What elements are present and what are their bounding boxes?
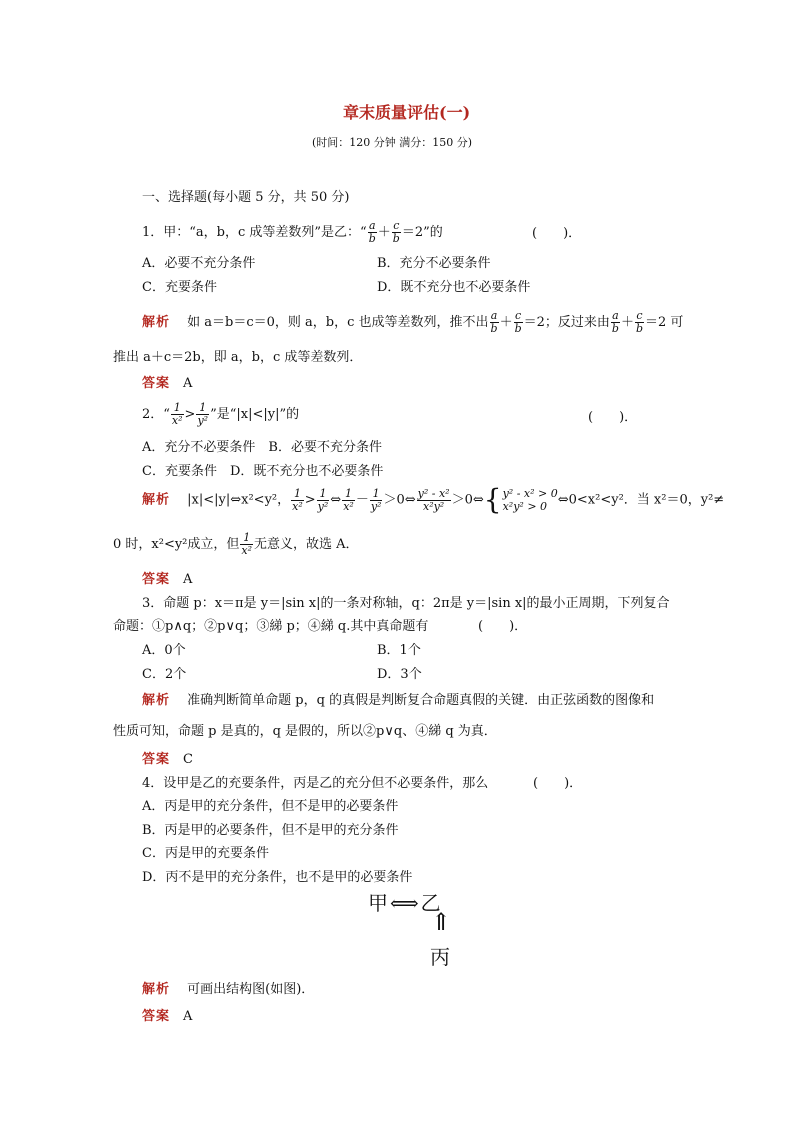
q2-analysis-text-c: ＞0⇔ [383, 492, 416, 508]
q3-analysis-line1: 准确判断简单命题 p，q 的真假是判断复合命题真假的关键．由正弦函数的图像和 [187, 693, 655, 708]
q2-frac-1-x2: $\frac{1}{\text{x²}}$ [171, 401, 183, 427]
diagram-node-jia: 甲 [368, 891, 388, 915]
q1-answer [142, 372, 192, 391]
q2-system-line2: x²y² > 0 [502, 500, 548, 513]
q4-option-c: C．丙是甲的充要条件 [142, 846, 269, 861]
q4-option-a: A．丙是甲的充分条件，但不是甲的必要条件 [142, 799, 399, 814]
q3-option-c: C．2个 [142, 667, 187, 682]
q2-analysis-frac-1: $\frac{1}{\text{x²}}$ [292, 486, 303, 513]
q2-answer-value: A [183, 572, 193, 587]
q1-option-b: B．充分不必要条件 [377, 256, 491, 271]
page-subtitle: (时间：120 分钟 满分：150 分) [312, 136, 473, 149]
q1-analysis-frac-2: $\frac{c}{b}$ [514, 309, 522, 335]
q4-option-d: D．丙不是甲的充分条件，也不是甲的必要条件 [142, 870, 413, 885]
q1-analysis-frac-3: $\frac{a}{b}$ [611, 309, 619, 335]
q3-option-a: A．0个 [142, 643, 186, 658]
q1-analysis-label: 解析 [142, 315, 171, 330]
q1-analysis-frac-1: $\frac{a}{b}$ [490, 309, 498, 335]
q3-answer [142, 748, 193, 767]
q1-analysis-text-a: 如 a＝b＝c＝0，则 a，b，c 也成等差数列，推不出 [187, 315, 489, 330]
q4-blank: ( )． [533, 776, 583, 791]
q2-blank: ( )． [588, 410, 638, 425]
q4-option-b: B．丙是甲的必要条件，但不是甲的充分条件 [142, 823, 399, 838]
q2-analysis-line2-b: 无意义，故选 A． [254, 537, 359, 552]
q2-stem-text-a: 2．“ [142, 407, 170, 422]
q3-answer-label: 答案 [142, 752, 171, 767]
q1-analysis-frac-4: $\frac{c}{b}$ [635, 309, 644, 335]
q3-analysis [142, 689, 654, 708]
q2-stem: 2．“ $\frac{1}{\text{x²}}$ > $\frac{1}{\text{y²}}$ ”是“|x|<|y|”的 [142, 401, 300, 427]
q2-analysis-frac-3: $\frac{1}{\text{x²}}$ [343, 486, 354, 513]
q4-answer-label: 答案 [142, 1009, 171, 1024]
q1-analysis-text-c: ＝2 可 [645, 315, 684, 330]
q2-analysis-text-a: |x|<|y|⇔x²<y²， [187, 492, 291, 508]
q1-frac-a-b: $\frac{a}{b}$ [368, 219, 376, 245]
q1-option-a: A．必要不充分条件 [142, 256, 256, 271]
page-title: 章末质量评估(一) [343, 103, 471, 122]
q3-option-b: B．1个 [377, 643, 421, 658]
q1-answer-value: A [183, 376, 193, 391]
q2-analysis-frac-2: $\frac{1}{\text{y²}}$ [317, 486, 329, 513]
diagram-iff-arrow: ⟺ [390, 891, 419, 915]
q3-option-d: D．3个 [377, 667, 422, 682]
q1-analysis-line2: 推出 a＋c＝2b，即 a，b，c 成等差数列． [113, 350, 363, 365]
q2-analysis-label: 解析 [142, 492, 171, 508]
q1-stem: 1．甲：“a，b，c 成等差数列”是乙：“ $\frac{a}{b}$ ＋ $\frac{c}{b}$ ＝2”的 [142, 219, 443, 245]
q3-analysis-line2: 性质可知，命题 p 是真的，q 是假的，所以②p∨q、④綈 q 为真． [113, 724, 497, 739]
q1-stem-text-a: 1．甲：“a，b，c 成等差数列”是乙：“ [142, 225, 367, 240]
q2-stem-text-b: ”是“|x|<|y|”的 [210, 407, 300, 422]
q1-frac-c-b: $\frac{c}{b}$ [392, 219, 400, 245]
q3-stem-line2: 命题：①p∧q；②p∨q；③綈 p；④綈 q.其中真命题有 [113, 619, 429, 634]
q4-answer-value: A [183, 1009, 193, 1024]
q2-analysis-frac-6: $\frac{1}{\text{x²}}$ [241, 531, 253, 557]
q1-analysis-text-b: ＝2；反过来由 [523, 315, 610, 330]
q2-answer-label: 答案 [142, 572, 171, 587]
q2-analysis-frac-4: $\frac{1}{\text{y²}}$ [370, 486, 382, 513]
q2-answer [142, 568, 192, 587]
q4-answer [142, 1005, 192, 1024]
q2-analysis-line2-a: 0 时，x²<y²成立，但 [113, 537, 240, 552]
q4-analysis-text: 可画出结构图(如图)． [187, 982, 315, 997]
q3-blank: ( )． [478, 619, 528, 634]
q3-analysis-label: 解析 [142, 693, 171, 708]
q4-diagram [368, 887, 441, 916]
q1-blank: ( )． [532, 226, 582, 241]
q2-analysis: 解析 |x|<|y|⇔x²<y²， $\frac{1}{\text{x²}}$ > $\frac{1}{\text{y²}}$ ⇔ $\frac{1}{\text{x²}}$ － $\frac{1}{\text{y²}}$ ＞0⇔ $\frac{\text{y² - x²}}{\text{x²y²}}$ ＞0⇔{ y² - x² > 0 x²y² > 0 ⇔0<x²<y²．当 x²＝0，y²≠ [142, 483, 725, 516]
diagram-node-yi: 乙 [420, 891, 441, 915]
q2-system [503, 487, 558, 513]
q3-answer-value: C [183, 752, 193, 767]
q1-analysis: 解析 如 a＝b＝c＝0，则 a，b，c 也成等差数列，推不出 $\frac{a}{b}$ ＋ $\frac{c}{b}$ ＝2；反过来由 $\frac{a}{b}$ ＋ $\frac{c}{b}$ ＝2 可 [142, 309, 684, 335]
q1-option-c: C．充要条件 [142, 280, 217, 295]
q4-analysis-label: 解析 [142, 982, 171, 997]
q2-options-line1: A．充分不必要条件 B．必要不充分条件 [142, 440, 382, 455]
q2-analysis-text-b: ⇔ [330, 492, 342, 508]
q4-stem: 4．设甲是乙的充要条件，丙是乙的充分但不必要条件，那么 [142, 776, 489, 791]
q2-analysis-line2 [113, 532, 359, 557]
q1-option-d: D．既不充分也不必要条件 [377, 280, 531, 295]
q2-system-brace: { [483, 483, 502, 516]
q2-system-line1: y² - x² > 0 [502, 487, 558, 500]
q2-analysis-frac-5: $\frac{\text{y² - x²}}{\text{x²y²}}$ [417, 486, 450, 513]
q1-answer-label: 答案 [142, 376, 171, 391]
q3-stem-line1: 3．命题 p：x＝π是 y＝|sin x|的一条对称轴，q：2π是 y＝|sin x|的最小正周期，下列复合 [142, 596, 670, 611]
section-heading: 一、选择题(每小题 5 分，共 50 分) [142, 190, 350, 205]
q2-frac-1-y2: $\frac{1}{\text{y²}}$ [197, 401, 209, 427]
diagram-node-bing: 丙 [430, 945, 450, 969]
q4-analysis [142, 978, 314, 997]
q1-stem-text-b: ＝2”的 [401, 225, 443, 240]
q2-analysis-text-d: ⇔0<x²<y²．当 x²＝0，y²≠ [557, 492, 725, 508]
diagram-implies-arrow: ⇑ [431, 908, 452, 936]
q2-options-line2: C．充要条件 D．既不充分也不必要条件 [142, 464, 384, 479]
